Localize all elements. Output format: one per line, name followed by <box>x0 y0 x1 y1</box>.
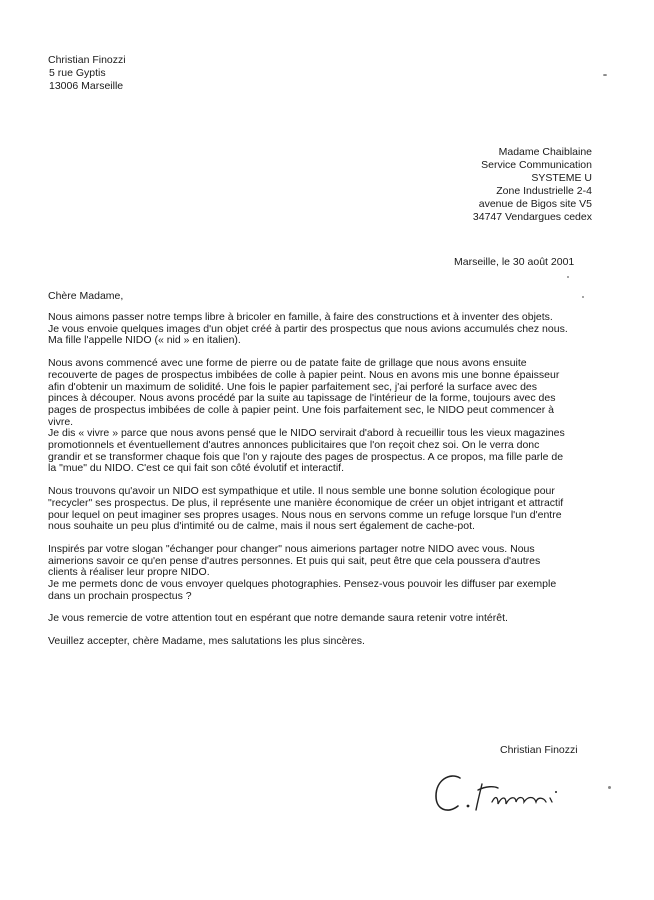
body-paragraph <box>48 486 608 533</box>
body-line: pinces à découper. Nous avons procédé par la suite au tapissage de l'intérieur de la forme, toujours avec des <box>48 392 556 405</box>
body-line: Je dis « vivre » parce que nous avons pensé que le NIDO servirait d'abord à recueillir tous les vieux magazines <box>48 427 565 440</box>
body-line: afin d'obtenir un maximum de solidité. Une fois le papier parfaitement sec, j'ai perforé la surface avec des <box>48 380 538 393</box>
scan-speck <box>603 74 607 76</box>
body-paragraph <box>48 358 608 475</box>
body-paragraph <box>48 544 608 603</box>
body-line: clients à réaliser leur propre NIDO. <box>48 566 210 579</box>
sender-street: 5 rue Gyptis <box>49 67 106 79</box>
signature-name: Christian Finozzi <box>500 744 578 756</box>
sender-name: Christian Finozzi <box>48 54 126 66</box>
body-line: la "mue" du NIDO. C'est ce qui fait son côté évolutif et interactif. <box>48 462 345 475</box>
body-line: dans un prochain prospectus ? <box>48 589 192 602</box>
body-paragraph <box>48 613 608 625</box>
body-line: Nous aimons passer notre temps libre à bricoler en famille, à faire des constructions et à inventer des objets. <box>48 311 553 323</box>
body-line: aimerions savoir ce qu'en pense d'autres personnes. Et puis qui sait, peut être que cela poussera d'autres <box>48 554 541 567</box>
body-line: pour lequel on peut imaginer ses propres usages. Nous nous en servons comme un refuge lorsque l'un d'entre <box>48 508 562 521</box>
body-paragraph <box>48 312 608 347</box>
body-line: grandir et se transformer chaque fois que l'on y rajoute des pages de prospectus. A ce propos, ma fille parle de <box>48 450 564 463</box>
recipient-line: Zone Industrielle 2-4 <box>496 185 592 197</box>
recipient-line: SYSTEME U <box>531 172 592 184</box>
body-line: Veuillez accepter, chère Madame, mes salutations les plus sincères. <box>48 635 365 648</box>
body-line: Je me permets donc de vous envoyer quelques photographies. Pensez-vous pouvoir les diffuser par exemple <box>48 578 557 591</box>
scan-speck <box>567 276 569 278</box>
body-line: nous souhaite un peu plus d'intimité ou de calme, mais il nous sert également de cache-pot. <box>48 520 475 533</box>
scan-speck <box>582 296 584 298</box>
place-date: Marseille, le 30 août 2001 <box>454 256 575 268</box>
recipient-line: Madame Chaiblaine <box>498 146 592 158</box>
letter-body <box>48 312 608 659</box>
recipient-line: avenue de Bigos site V5 <box>478 198 592 210</box>
scan-speck <box>608 786 611 789</box>
sender-city: 13006 Marseille <box>49 80 124 92</box>
body-line: Ma fille l'appelle NIDO (« nid » en italien). <box>48 334 241 347</box>
handwritten-signature <box>432 768 582 818</box>
body-line: Inspirés par votre slogan "échanger pour changer" nous aimerions partager notre NIDO avec vous. Nous <box>48 542 535 555</box>
body-line: Je vous envoie quelques images d'un objet créé à partir des prospectus que nous avions accumulés chez nous. <box>48 322 568 335</box>
body-line: "recycler" ses prospectus. De plus, il représente une manière économique de créer un objet intrigant et attractif <box>48 496 564 509</box>
body-paragraph <box>48 636 608 648</box>
sender-address <box>48 54 126 93</box>
recipient-line: Service Communication <box>481 159 592 171</box>
body-line: recouverte de pages de prospectus imbibées de colle à papier peint. Nous en avons mis une bonne épaisseur <box>48 368 560 381</box>
body-line: Je vous remercie de votre attention tout en espérant que notre demande saura retenir votre intérêt. <box>48 612 508 625</box>
body-line: pages de prospectus imbibées de colle à papier peint. Une fois parfaitement sec, le NIDO peut commencer à <box>48 403 555 416</box>
recipient-address <box>473 146 592 224</box>
salutation: Chère Madame, <box>48 290 124 302</box>
body-line: Nous trouvons qu'avoir un NIDO est sympathique et utile. Il nous semble une bonne solution écologique pour <box>48 485 555 498</box>
body-line: promotionnels et éventuellement d'autres annonces publicitaires que l'on reçoit chez soi. On le verra donc <box>48 439 540 452</box>
recipient-line: 34747 Vendargues cedex <box>472 211 592 223</box>
body-line: Nous avons commencé avec une forme de pierre ou de patate faite de grillage que nous avons ensuite <box>48 357 527 370</box>
body-line: vivre. <box>48 415 74 428</box>
